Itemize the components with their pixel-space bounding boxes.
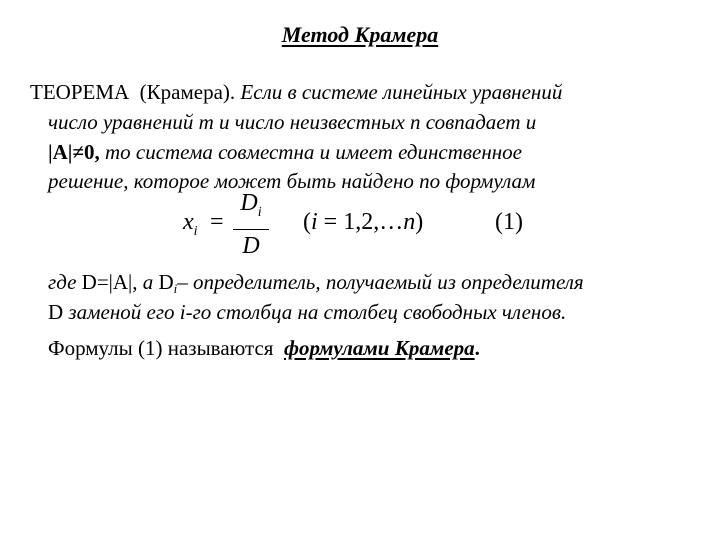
fraction-bar bbox=[233, 229, 269, 230]
theorem-text-1: Если в системе линейных уравнений bbox=[240, 80, 563, 104]
formula-equals: = bbox=[210, 209, 224, 235]
formula-number: (1) bbox=[495, 209, 523, 235]
theorem-line-3 bbox=[48, 142, 522, 163]
theorem-paren: (Крамера). bbox=[139, 80, 236, 104]
theorem-text-3: то система совместна и имеет единственное bbox=[99, 140, 522, 164]
formula-numerator: $D_i$ bbox=[240, 190, 262, 220]
formula-lhs: $x_i$ bbox=[183, 209, 198, 239]
not-equal-symbol: ≠ bbox=[72, 140, 84, 164]
theorem-label: ТЕОРЕМА bbox=[30, 80, 130, 104]
theorem-line-2: число уравнений m и число неизвестных n совпадает и bbox=[48, 110, 537, 134]
cramer-formulas-term: формулами Крамера bbox=[283, 336, 475, 360]
theorem-line-1 bbox=[30, 82, 562, 103]
cramer-formula bbox=[183, 188, 543, 259]
where-line-1: где D=|A|, а $D_i-$ определитель, получаемый из определителя bbox=[48, 270, 584, 296]
page-title: Метод Крамера bbox=[281, 22, 439, 47]
formula-range: (i = 1,2,…n) bbox=[303, 209, 424, 235]
condition-det: |A| bbox=[48, 140, 73, 164]
where-line-2: D заменой его i-го столбца на столбец свободных членов. bbox=[48, 300, 567, 324]
where-line-3: Формулы (1) называются формулами Крамера. bbox=[48, 336, 480, 360]
theorem-line-4: решение, которое может быть найдено по формулам bbox=[48, 169, 536, 193]
where-di: $D_i$ bbox=[158, 270, 178, 296]
formula-fraction bbox=[233, 188, 269, 261]
formula-denominator: D bbox=[242, 232, 260, 259]
where-det: D=|A|, bbox=[81, 270, 138, 294]
condition-zero: 0, bbox=[83, 140, 100, 164]
